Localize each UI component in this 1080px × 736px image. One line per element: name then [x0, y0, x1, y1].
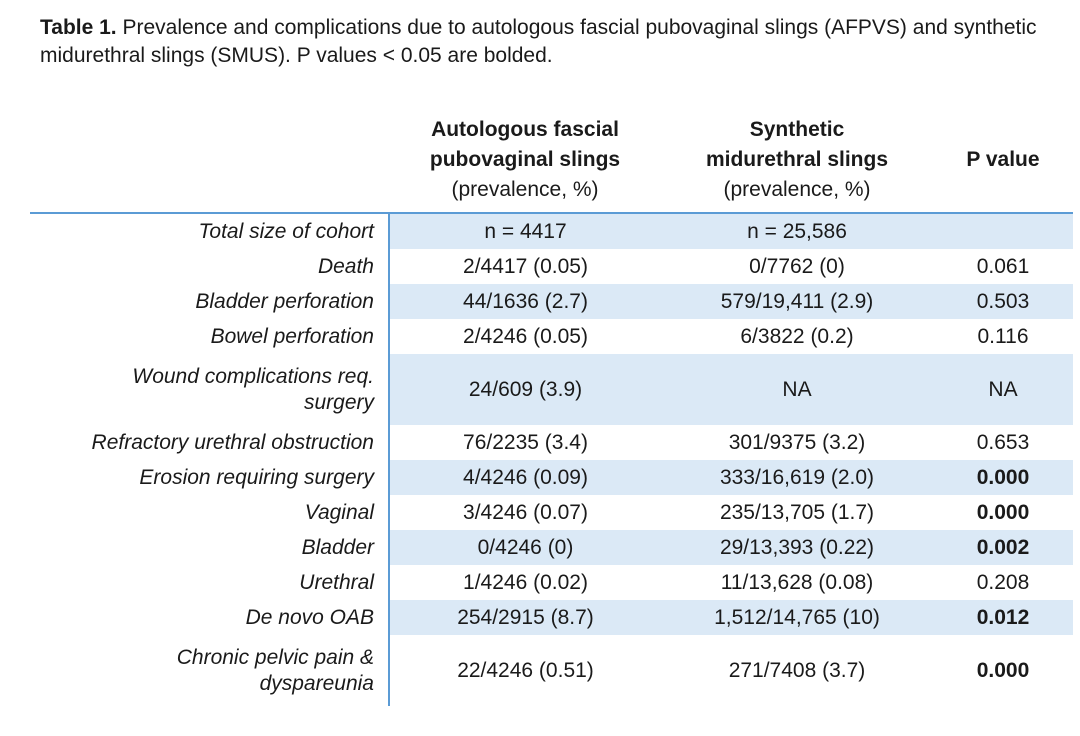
table-row — [30, 460, 1073, 495]
table-row — [30, 530, 1073, 565]
cell-p-value: 0.012 — [933, 600, 1073, 635]
cell-afpvs: 44/1636 (2.7) — [389, 284, 661, 319]
header-smus — [661, 108, 933, 213]
row-label-line1: Chronic pelvic pain & — [176, 645, 374, 669]
row-label: Erosion requiring surgery — [30, 460, 389, 495]
cell-smus: 579/19,411 (2.9) — [661, 284, 933, 319]
row-label: Death — [30, 249, 389, 284]
cell-smus: 11/13,628 (0.08) — [720, 570, 874, 594]
header-p-value-label: P value — [966, 148, 1040, 171]
cell-p-value: NA — [933, 354, 1073, 425]
table-caption — [40, 14, 1070, 70]
table-row — [30, 249, 1073, 284]
cell-afpvs: 2/4417 (0.05) — [463, 254, 588, 278]
cell-afpvs: 22/4246 (0.51) — [457, 658, 594, 682]
header-afpvs-sub: (prevalence, %) — [451, 178, 599, 201]
row-label: Bowel perforation — [30, 319, 389, 354]
row-label-line1: Wound complications req. — [132, 364, 374, 388]
row-label: Bladder — [30, 530, 389, 565]
row-label: Refractory urethral obstruction — [30, 425, 389, 460]
row-label-line2: surgery — [303, 390, 374, 414]
row-label — [30, 354, 389, 425]
header-empty — [30, 108, 389, 213]
cell-afpvs: 3/4246 (0.07) — [463, 500, 588, 524]
row-label — [30, 635, 389, 706]
table-row — [30, 635, 1073, 706]
table-row — [30, 354, 1073, 425]
header-p-value — [933, 108, 1073, 213]
cell-smus: 301/9375 (3.2) — [728, 430, 866, 454]
cell-smus: 29/13,393 (0.22) — [661, 530, 933, 565]
header-smus-line1: Synthetic — [749, 118, 845, 141]
cell-smus: 1,512/14,765 (10) — [661, 600, 933, 635]
header-afpvs — [389, 108, 661, 213]
cell-smus: 235/13,705 (1.7) — [719, 500, 875, 524]
header-smus-line2: midurethral slings — [705, 148, 889, 171]
cell-afpvs: 254/2915 (8.7) — [389, 600, 661, 635]
table-row — [30, 213, 1073, 249]
header-afpvs-line1: Autologous fascial — [431, 118, 619, 141]
cell-p-value: 0.208 — [976, 570, 1030, 594]
table-row — [30, 565, 1073, 600]
table-row — [30, 284, 1073, 319]
caption-label: Table 1. — [40, 16, 117, 39]
cell-smus: 6/3822 (0.2) — [740, 324, 854, 348]
cell-p-value — [933, 213, 1073, 249]
cell-p-value: 0.000 — [933, 460, 1073, 495]
cell-p-value: 0.116 — [977, 324, 1029, 348]
cell-afpvs: 2/4246 (0.05) — [463, 324, 588, 348]
row-label-line2: dyspareunia — [259, 671, 374, 695]
header-afpvs-line2: pubovaginal slings — [429, 148, 621, 171]
cell-smus: NA — [661, 354, 933, 425]
cell-smus: 271/7408 (3.7) — [728, 658, 866, 682]
cell-afpvs: 4/4246 (0.09) — [389, 460, 661, 495]
cell-afpvs: 24/609 (3.9) — [389, 354, 661, 425]
cell-afpvs: 0/4246 (0) — [389, 530, 661, 565]
cell-afpvs: n = 4417 — [389, 213, 661, 249]
cell-p-value: 0.503 — [933, 284, 1073, 319]
header-row — [30, 108, 1073, 213]
cell-smus: 0/7762 (0) — [749, 254, 845, 278]
table-row — [30, 425, 1073, 460]
cell-smus: n = 25,586 — [661, 213, 933, 249]
cell-smus: 333/16,619 (2.0) — [661, 460, 933, 495]
cell-afpvs: 76/2235 (3.4) — [463, 430, 588, 454]
cell-p-value: 0.061 — [976, 254, 1030, 278]
table-row — [30, 495, 1073, 530]
data-table — [30, 108, 1073, 706]
cell-p-value: 0.653 — [976, 430, 1030, 454]
row-label: Bladder perforation — [30, 284, 389, 319]
caption-text: Prevalence and complications due to autologous fascial pubovaginal slings (AFPVS) and synthetic midurethral slings (SMUS). P values < 0.05 are bolded. — [40, 16, 1037, 67]
cell-p-value: 0.000 — [976, 500, 1030, 524]
row-label: Urethral — [30, 565, 389, 600]
table-body — [30, 213, 1073, 706]
cell-p-value: 0.002 — [933, 530, 1073, 565]
header-smus-sub: (prevalence, %) — [723, 178, 871, 201]
row-label: Vaginal — [30, 495, 389, 530]
row-label: Total size of cohort — [30, 213, 389, 249]
table-row — [30, 600, 1073, 635]
row-label: De novo OAB — [30, 600, 389, 635]
cell-afpvs: 1/4246 (0.02) — [463, 570, 588, 594]
table-row — [30, 319, 1073, 354]
cell-p-value: 0.000 — [976, 658, 1030, 682]
